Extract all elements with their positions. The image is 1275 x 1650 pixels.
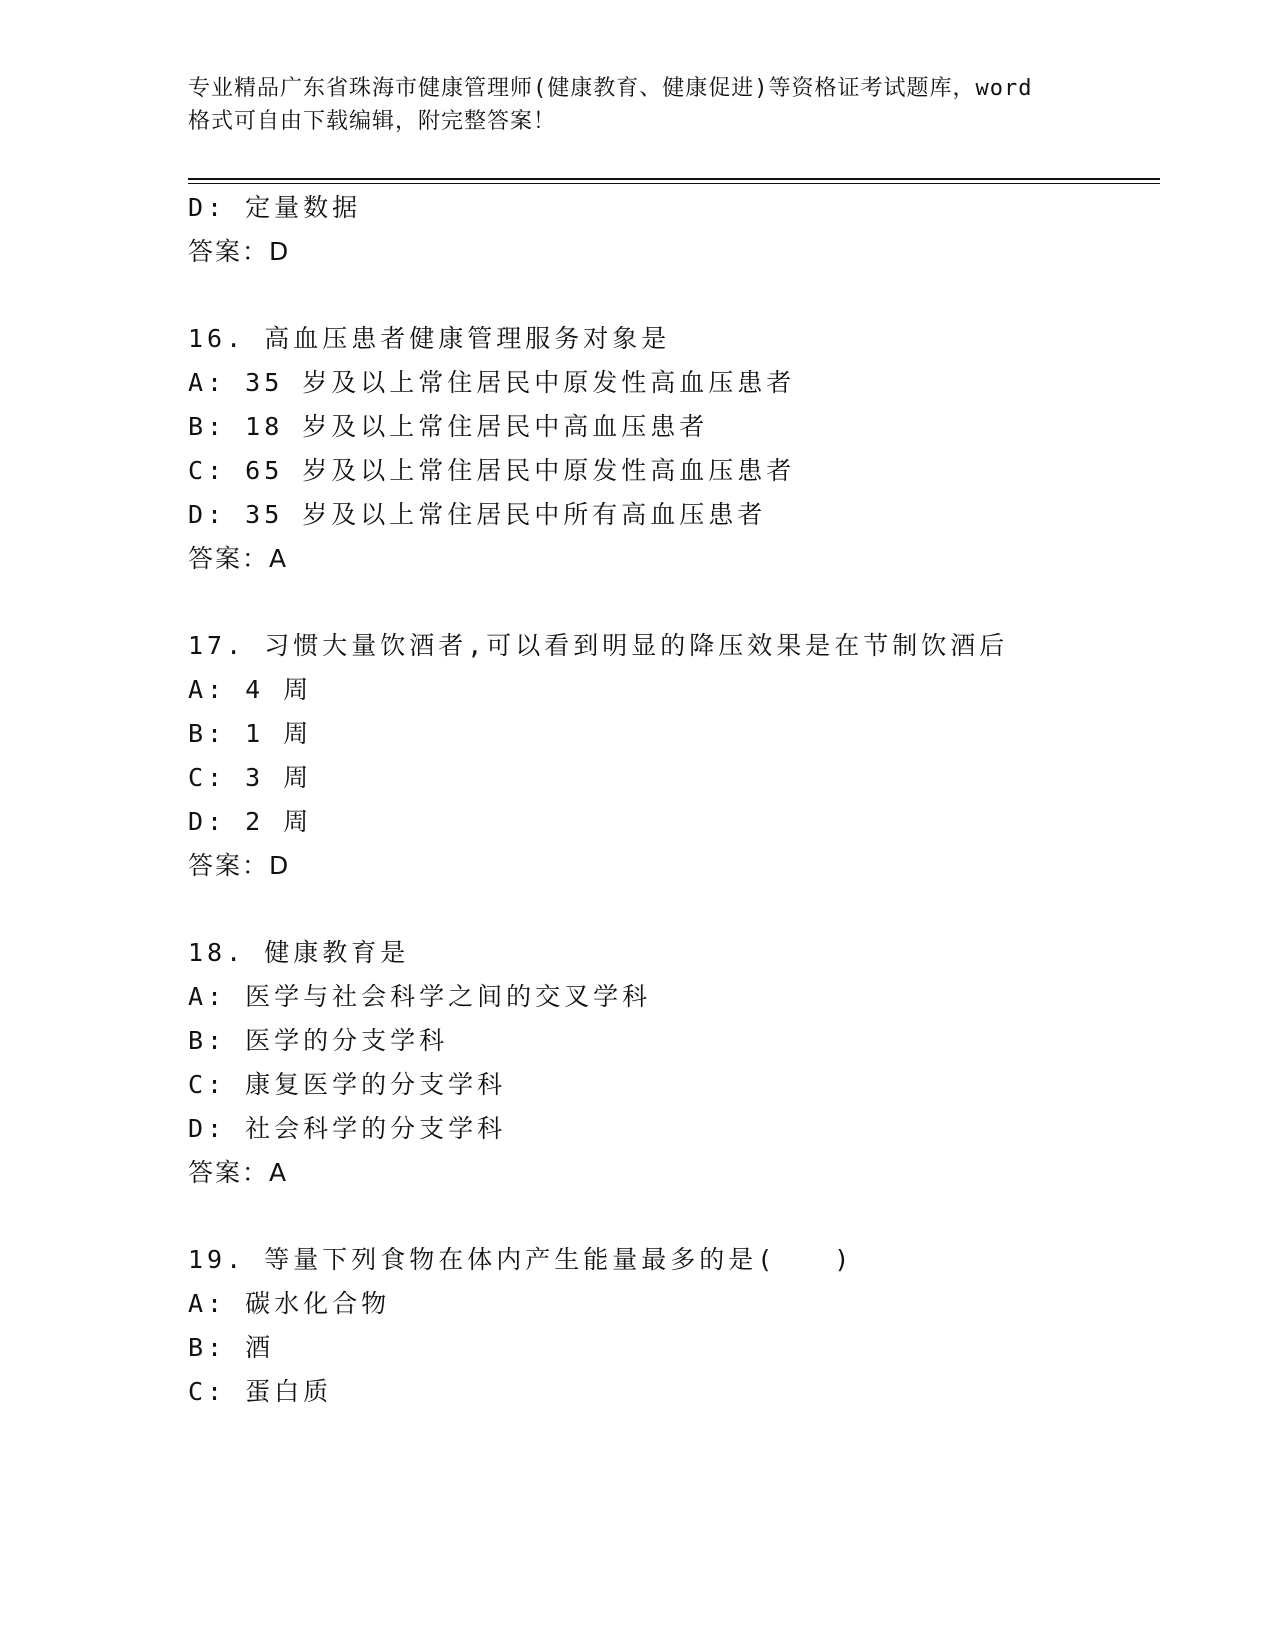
q19-option-b: B: 酒 bbox=[188, 1333, 275, 1362]
q16-option-c: C: 65 岁及以上常住居民中原发性高血压患者 bbox=[188, 456, 796, 485]
header-line-2: 格式可自由下载编辑，附完整答案！ bbox=[188, 109, 557, 134]
q16-option-d: D: 35 岁及以上常住居民中所有高血压患者 bbox=[188, 500, 767, 529]
document-header bbox=[188, 72, 1088, 138]
q17-answer: 答案：D bbox=[188, 851, 291, 880]
q18-stem: 18. 健康教育是 bbox=[188, 938, 410, 967]
q18-option-c: C: 康复医学的分支学科 bbox=[188, 1070, 507, 1099]
header-divider-thick bbox=[188, 178, 1160, 180]
q19-stem: 19. 等量下列食物在体内产生能量最多的是( ) bbox=[188, 1245, 854, 1274]
q17-option-c: C: 3 周 bbox=[188, 763, 313, 792]
q16-option-b: B: 18 岁及以上常住居民中高血压患者 bbox=[188, 412, 709, 441]
q16-answer: 答案：A bbox=[188, 544, 289, 573]
prev-option-d: D: 定量数据 bbox=[188, 193, 362, 222]
q17-stem: 17. 习惯大量饮酒者,可以看到明显的降压效果是在节制饮酒后 bbox=[188, 631, 1009, 660]
q18-option-a: A: 医学与社会科学之间的交叉学科 bbox=[188, 982, 652, 1011]
q18-option-b: B: 医学的分支学科 bbox=[188, 1026, 449, 1055]
q16-option-a: A: 35 岁及以上常住居民中原发性高血压患者 bbox=[188, 368, 796, 397]
q18-option-d: D: 社会科学的分支学科 bbox=[188, 1114, 507, 1143]
q16-stem: 16. 高血压患者健康管理服务对象是 bbox=[188, 324, 671, 353]
q17-option-a: A: 4 周 bbox=[188, 675, 313, 704]
header-line-1: 专业精品广东省珠海市健康管理师(健康教育、健康促进)等资格证考试题库，word bbox=[188, 76, 1033, 101]
header-divider-thin bbox=[188, 183, 1160, 184]
q17-option-d: D: 2 周 bbox=[188, 807, 313, 836]
q19-option-c: C: 蛋白质 bbox=[188, 1377, 333, 1406]
prev-answer: 答案：D bbox=[188, 237, 291, 266]
q17-option-b: B: 1 周 bbox=[188, 719, 313, 748]
q19-option-a: A: 碳水化合物 bbox=[188, 1289, 391, 1318]
q18-answer: 答案：A bbox=[188, 1158, 289, 1187]
